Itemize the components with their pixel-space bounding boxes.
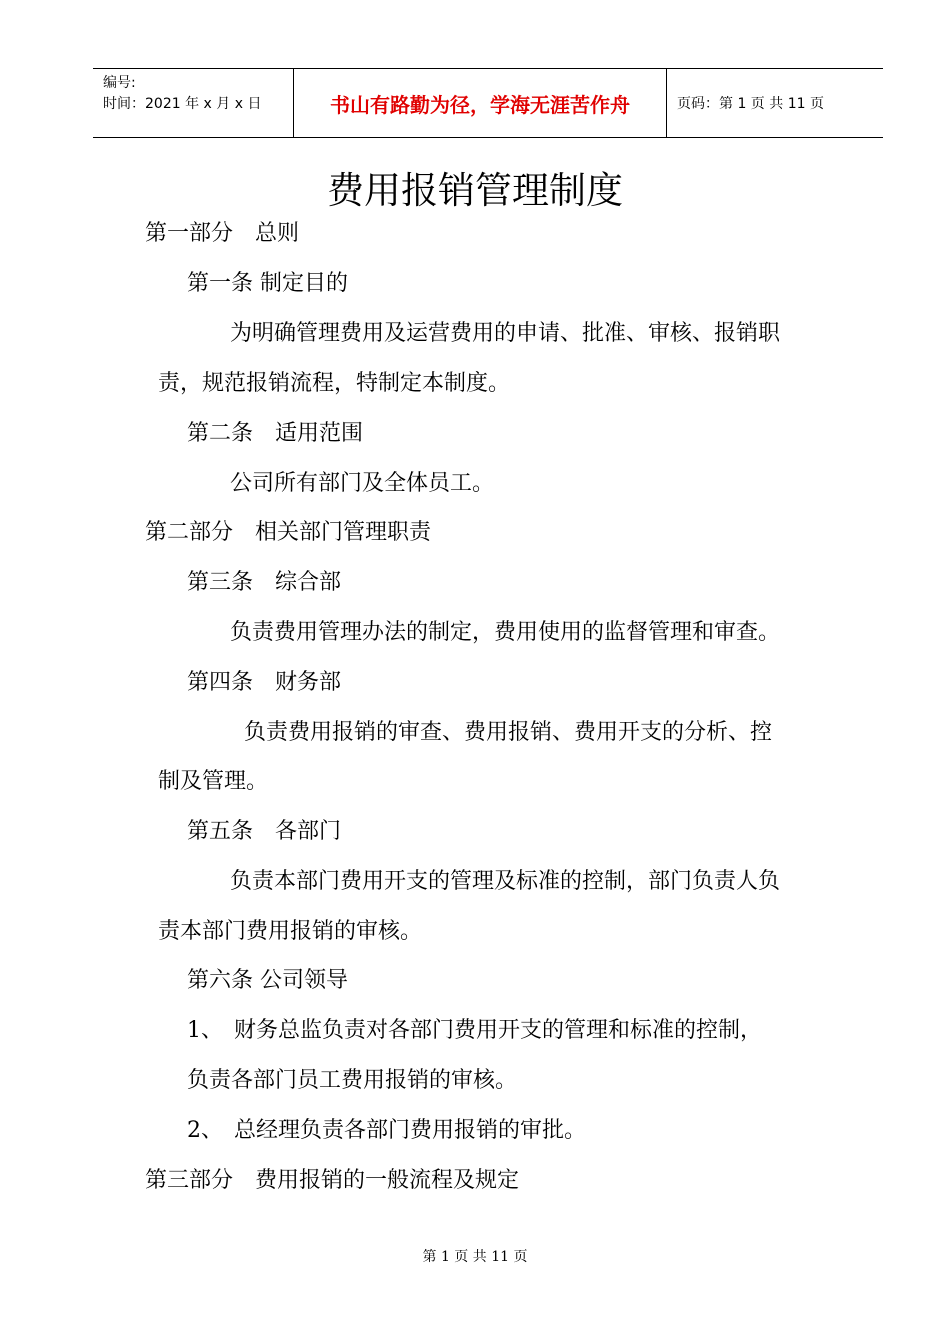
header-table [93, 68, 883, 138]
article-heading-4: 第四条 财务部 [187, 670, 342, 695]
paragraph-line: 负责费用报销的审查、费用报销、费用开支的分析、控 [244, 720, 773, 745]
article-heading-1: 第一条 制定目的 [187, 271, 348, 296]
part-heading-2: 第二部分 相关部门管理职责 [145, 520, 432, 545]
paragraph-line: 负责费用管理办法的制定，费用使用的监督管理和审查。 [230, 620, 781, 645]
slogan: 书山有路勤为径，学海无涯苦作舟 [294, 69, 667, 137]
article-heading-6: 第六条 公司领导 [187, 968, 348, 993]
paragraph-line: 责本部门费用报销的审核。 [158, 919, 423, 944]
list-item-1: 1、 财务总监负责对各部门费用开支的管理和标准的控制， [187, 1018, 762, 1043]
header-left-cell [93, 69, 294, 137]
part-heading-1: 第一部分 总则 [145, 221, 300, 246]
page-info: 页码：第 1 页 共 11 页 [677, 96, 824, 112]
article-heading-3: 第三条 综合部 [187, 570, 342, 595]
paragraph-line: 制及管理。 [158, 769, 269, 794]
article-heading-5: 第五条 各部门 [187, 819, 342, 844]
part-heading-3: 第三部分 费用报销的一般流程及规定 [145, 1168, 520, 1193]
time-label: 时间：2021 年 x 月 x 日 [103, 96, 262, 112]
doc-number-label: 编号: [103, 75, 136, 91]
document-title: 费用报销管理制度 [327, 169, 623, 212]
paragraph-line: 为明确管理费用及运营费用的申请、批准、审核、报销职 [230, 321, 781, 346]
paragraph-line: 公司所有部门及全体员工。 [230, 471, 495, 496]
paragraph-line: 责，规范报销流程，特制定本制度。 [158, 371, 511, 396]
article-heading-2: 第二条 适用范围 [187, 421, 364, 446]
page-footer: 第 1 页 共 11 页 [422, 1249, 528, 1265]
list-item-2: 2、 总经理负责各部门费用报销的审批。 [187, 1118, 586, 1143]
paragraph-line: 负责本部门费用开支的管理及标准的控制，部门负责人负 [230, 869, 781, 894]
list-item-1-continued: 负责各部门员工费用报销的审核。 [187, 1068, 518, 1093]
